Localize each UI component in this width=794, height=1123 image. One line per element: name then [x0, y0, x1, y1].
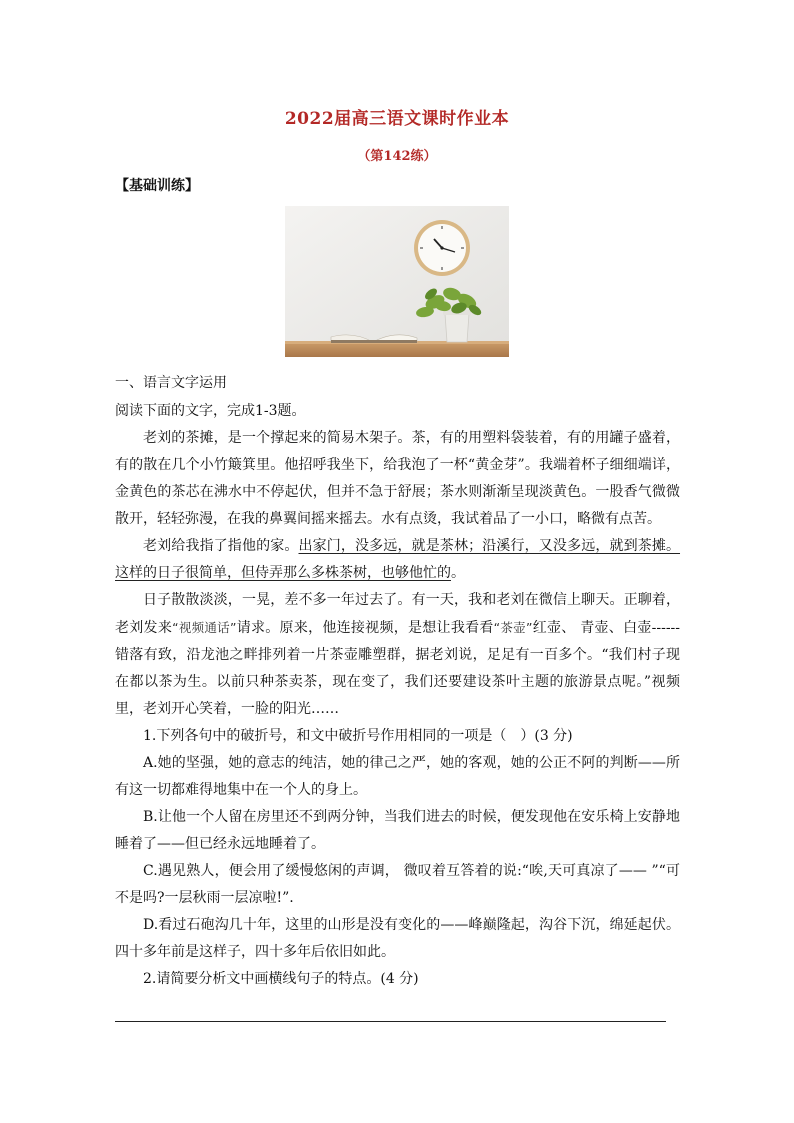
teapot-quote: “茶壶”	[493, 620, 533, 635]
video-call-quote: “视频通话”	[172, 620, 237, 635]
paragraph-2-lead: 老刘给我指了指他的家。	[143, 538, 299, 554]
instruction-text: 阅读下面的文字，完成1-3题。	[115, 403, 306, 419]
answer-line[interactable]	[115, 1021, 666, 1022]
clock-plant-book-photo	[285, 206, 509, 357]
part-heading: 一、语言文字运用	[115, 375, 227, 391]
paragraph-3-part-c: 红壶、 青壶、白壶------错落有致，沿龙池之畔排列着一片茶壶雕塑群，据老刘说，足足有一百多个。“我们村子现在都以茶为生。以前只种茶卖茶，现在变了，我们还要建设茶叶主题的旅游景点呢。”视频里，老刘开心笑着，一脸的阳光……	[115, 620, 681, 717]
document-subtitle: （第142练）	[357, 149, 437, 164]
paragraph-3-part-a: 日子散散淡淡，一晃，差不多一年过去了。有一天，我和老刘在微信上聊天。正聊着，老刘发来	[115, 592, 680, 636]
section-label: 【基础训练】	[115, 178, 199, 194]
question-2: 2.请简要分析文中画横线句子的特点。(4 分)	[143, 971, 419, 987]
paragraph-3-part-b: 请求。原来，他连接视频，是想让我看看	[236, 620, 494, 636]
passage-paragraph-1: 老刘的茶摊，是一个撑起来的简易木架子。茶，有的用塑料袋装着，有的用罐子盛着，有的散在几个小竹簸箕里。他招呼我坐下，给我泡了一杯“黄金芽”。我端着杯子细细端详，金黄色的茶芯在沸水中不停起伏，但并不急于舒展；茶水则渐渐呈现淡黄色。一股香气微微散开，轻轻弥漫，在我的鼻翼间摇来摇去。水有点烫，我试着品了一小口，略微有点苦。	[115, 430, 680, 527]
paragraph-2-end: 。	[451, 565, 465, 581]
document-title: 2022届高三语文课时作业本	[284, 109, 510, 129]
question-1-option-c: C.遇见熟人，便会用了缓慢悠闲的声调， 微叹着互答着的说:“唉,天可真凉了—— ”“可不是吗?一层秋雨一层凉啦!”.	[115, 863, 680, 906]
question-1-option-d: D.看过石砲沟几十年，这里的山形是没有变化的——峰巅隆起，沟谷下沉，绵延起伏。四十多年前是这样子，四十多年后依旧如此。	[115, 917, 680, 960]
passage-paragraph-3	[115, 587, 680, 723]
passage-paragraph-2	[115, 533, 680, 587]
question-1: 1.下列各句中的破折号，和文中破折号作用相同的一项是（ ）(3 分)	[143, 728, 573, 744]
question-1-option-a: A.她的坚强，她的意志的纯洁，她的律己之严，她的客观，她的公正不阿的判断——所有这一切都难得地集中在一个人的身上。	[115, 755, 680, 798]
underlined-sentence: 出家门，没多远，就是茶林；沿溪行，又没多远，就到茶摊。这样的日子很简单，但侍弄那么多株茶树，也够他忙的	[115, 538, 681, 581]
question-1-option-b: B.让他一个人留在房里还不到两分钟，当我们进去的时候，便发现他在安乐椅上安静地睡着了——但已经永远地睡着了。	[115, 809, 680, 852]
passage-block	[115, 398, 680, 993]
